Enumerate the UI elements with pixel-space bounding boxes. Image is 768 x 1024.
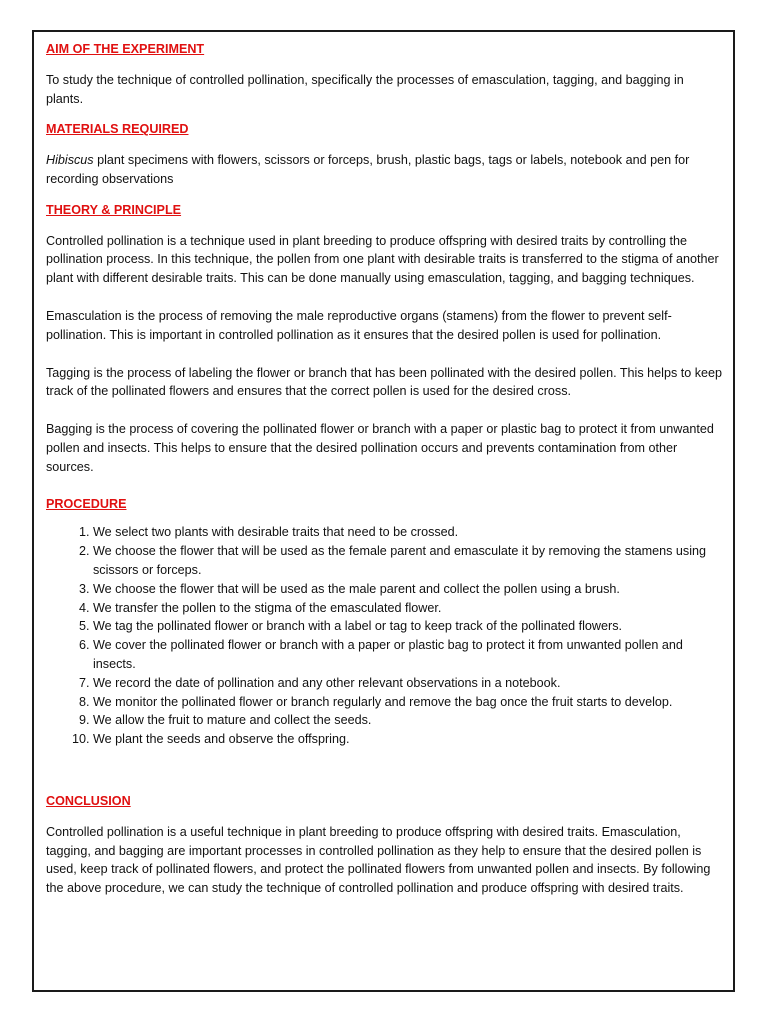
procedure-list [46, 523, 724, 749]
bagging-paragraph: Bagging is the process of covering the pollinated flower or branch with a paper or plastic bag to protect it from unwanted pollen and insects. This helps to ensure that the desired pollination occurs and prevents contamination from other sources. [46, 422, 714, 474]
procedure-step: 8. We monitor the pollinated flower or branch regularly and remove the bag once the fruit starts to develop. [93, 693, 724, 712]
procedure-step: 4. We transfer the pollen to the stigma of the emasculated flower. [93, 599, 724, 618]
procedure-step: 5. We tag the pollinated flower or branch with a label or tag to keep track of the pollinated flowers. [93, 617, 724, 636]
procedure-step: 6. We cover the pollinated flower or branch with a paper or plastic bag to protect it from unwanted pollen and insects. [93, 636, 724, 674]
emasculation-paragraph: Emasculation is the process of removing the male reproductive organs (stamens) from the flower to prevent self-pollination. This is important in controlled pollination as it ensures that the desired pollen is used for pollination. [46, 308, 672, 342]
procedure-step: 1. We select two plants with desirable traits that need to be crossed. [93, 523, 724, 542]
conclusion-text: Controlled pollination is a useful technique in plant breeding to produce offspring with desired traits. Emasculation, tagging, and bagging are important processes in controlled pollination as they help to ensure that the desired pollen is used, keep track of pollinated flowers, and protect the pollinated flowers from unwanted pollen and insects. By following the above procedure, we can study the technique of controlled pollination and produce offspring with desired traits. [46, 824, 711, 896]
procedure-step: 2. We choose the flower that will be used as the female parent and emasculate it by removing the stamens using scissors or forceps. [93, 542, 724, 580]
procedure-step: 3. We choose the flower that will be used as the male parent and collect the pollen using a brush. [93, 580, 724, 599]
procedure-step: 9. We allow the fruit to mature and collect the seeds. [93, 711, 724, 730]
conclusion-heading: CONCLUSION [46, 793, 131, 808]
materials-italic-word: Hibiscus [46, 153, 94, 168]
aim-text: To study the technique of controlled pollination, specifically the processes of emasculation, tagging, and bagging in plants. [46, 72, 684, 106]
theory-paragraph: Controlled pollination is a technique used in plant breeding to produce offspring with desired traits by controlling the pollination process. In this technique, the pollen from one plant with desirable traits is transferred to the stigma of another plant with different desirable traits. This can be done manually using emasculation, tagging, and bagging techniques. [46, 233, 719, 286]
document-body [46, 40, 724, 898]
procedure-step: 10. We plant the seeds and observe the offspring. [93, 730, 724, 749]
procedure-step: 7. We record the date of pollination and any other relevant observations in a notebook. [93, 674, 724, 693]
tagging-paragraph: Tagging is the process of labeling the flower or branch that has been pollinated with the desired pollen. This helps to keep track of the pollinated flowers and ensures that the correct pollen is used for the desired cross. [46, 365, 723, 399]
procedure-heading: PROCEDURE [46, 496, 127, 511]
materials-heading: MATERIALS REQUIRED [46, 122, 189, 137]
materials-list: plant specimens with flowers, scissors or forceps, brush, plastic bags, tags or labels, notebook and pen for recording observations [46, 153, 690, 186]
aim-heading: AIM OF THE EXPERIMENT [46, 42, 205, 56]
theory-heading: THEORY & PRINCIPLE [46, 202, 182, 217]
materials-text [46, 151, 724, 189]
